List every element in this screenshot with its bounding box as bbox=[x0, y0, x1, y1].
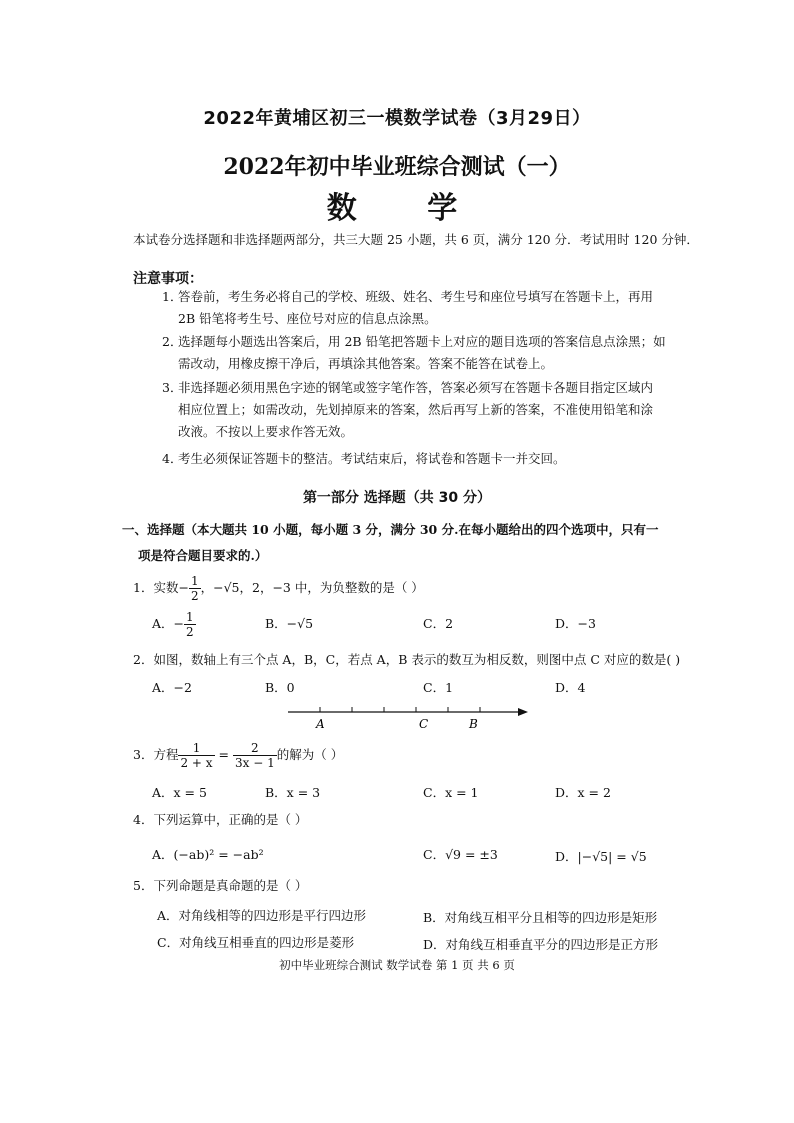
instruction-line: 一、选择题（本大题共 10 小题，每小题 3 分，满分 30 分.在每小题给出的四个选项中，只有一 bbox=[122, 522, 659, 537]
question-text: ，−√5，2，−3 中，为负整数的是（ ） bbox=[200, 580, 424, 595]
fraction-numerator: 1 bbox=[186, 610, 194, 624]
q2-option-b: B．0 bbox=[265, 680, 295, 695]
notice-item-4 bbox=[162, 448, 692, 470]
question-number: 3． bbox=[133, 747, 154, 762]
fraction-numerator: 2 bbox=[233, 741, 277, 756]
number-line-figure bbox=[280, 698, 540, 734]
q3-option-a: A．x = 5 bbox=[152, 785, 207, 800]
notice-item-2 bbox=[162, 331, 692, 375]
section-title: 第一部分 选择题（共 30 分） bbox=[302, 490, 492, 506]
question-2: 2．如图，数轴上有三个点 A，B，C，若点 A，B 表示的数互为相反数，则图中点 C 对应的数是( ) bbox=[133, 652, 681, 667]
choice-instructions bbox=[122, 517, 692, 569]
question-1: 1．实数− $\frac{1}{2}$ ，−√5，2，−3 中，为负整数的是（ ） bbox=[133, 574, 424, 603]
arrow-icon bbox=[518, 708, 528, 716]
fraction bbox=[189, 574, 201, 603]
exam-intro: 本试卷分选择题和非选择题两部分，共三大题 25 小题，共 6 页，满分 120 分．考试用时 120 分钟． bbox=[133, 232, 699, 247]
notice-text: 非选择题必须用黑色字迹的钢笔或签字笔作答，答案必须写在答题卡各题目指定区域内 bbox=[178, 380, 654, 395]
fraction-denominator: 2 bbox=[186, 625, 194, 639]
q4-option-d: D．|−√5| = √5 bbox=[555, 849, 647, 864]
q4-option-a: A．(−ab)² = −ab² bbox=[152, 847, 264, 862]
question-5: 5．下列命题是真命题的是（ ） bbox=[133, 878, 308, 893]
question-text: 实数 bbox=[153, 580, 179, 595]
q5-option-b: B．对角线互相平分且相等的四边形是矩形 bbox=[423, 910, 658, 925]
fraction bbox=[233, 741, 277, 770]
point-a-label: A bbox=[316, 717, 325, 731]
question-text: 的解为（ ） bbox=[276, 747, 344, 762]
notice-item-3 bbox=[162, 377, 692, 443]
notice-text: 2B 铅笔将考生号、座位号对应的信息点涂黑。 bbox=[178, 311, 437, 326]
notice-text: 改液。不按以上要求作答无效。 bbox=[178, 424, 354, 439]
q1-option-d: D．−3 bbox=[555, 616, 596, 631]
q4-option-c: C．√9 = ±3 bbox=[423, 847, 498, 862]
fraction bbox=[184, 610, 196, 639]
exam-title: 2022年黄埔区初三一模数学试卷（3月29日） bbox=[203, 108, 591, 129]
notice-text: 考生必须保证答题卡的整洁。考试结束后，将试卷和答题卡一并交回。 bbox=[178, 451, 566, 466]
q2-option-a: A．−2 bbox=[152, 680, 192, 695]
q1-option-b: B．−√5 bbox=[265, 616, 314, 631]
notice-item-1 bbox=[162, 286, 692, 330]
fraction bbox=[178, 741, 214, 770]
fraction-numerator: 1 bbox=[178, 741, 214, 756]
q5-option-d: D．对角线互相垂直平分的四边形是正方形 bbox=[423, 937, 659, 952]
q3-option-d: D．x = 2 bbox=[555, 785, 611, 800]
question-number: 1． bbox=[133, 580, 154, 595]
q5-option-a: A．对角线相等的四边形是平行四边形 bbox=[157, 908, 367, 923]
subject-title: 数 学 bbox=[326, 191, 488, 226]
notice-text: 选择题每小题选出答案后，用 2B 铅笔把答题卡上对应的题目选项的答案信息点涂黑；如 bbox=[178, 334, 666, 349]
q1-option-c: C．2 bbox=[423, 616, 454, 631]
notice-text: 答卷前，考生务必将自己的学校、班级、姓名、考生号和座位号填写在答题卡上，再用 bbox=[178, 289, 654, 304]
notice-text: 需改动，用橡皮擦干净后，再填涂其他答案。答案不能答在试卷上。 bbox=[178, 356, 554, 371]
main-title: 2022年初中毕业班综合测试（一） bbox=[223, 154, 571, 180]
instruction-line: 项是符合题目要求的.） bbox=[138, 548, 268, 563]
option-label: A． bbox=[152, 616, 174, 631]
option-sign: − bbox=[173, 616, 185, 631]
q1-option-a bbox=[152, 610, 196, 639]
q3-option-c: C．x = 1 bbox=[423, 785, 479, 800]
fraction-denominator: 3x − 1 bbox=[234, 756, 275, 770]
notice-num: 2． bbox=[162, 334, 183, 349]
q5-option-c: C．对角线互相垂直的四边形是菱形 bbox=[157, 935, 355, 950]
notice-num: 4． bbox=[162, 451, 183, 466]
question-3: 3．方程 $\frac{1}{2 + x}$ = $\frac{2}{3x - 1}$ 的解为（ ） bbox=[133, 741, 344, 770]
question-text: 方程 bbox=[153, 747, 179, 762]
notice-num: 1． bbox=[162, 289, 183, 304]
notice-title: 注意事项： bbox=[133, 271, 203, 287]
q2-option-c: C．1 bbox=[423, 680, 454, 695]
point-c-label: C bbox=[419, 717, 429, 731]
q2-option-d: D．4 bbox=[555, 680, 586, 695]
question-4: 4．下列运算中，正确的是（ ） bbox=[133, 812, 308, 827]
point-b-label: B bbox=[469, 717, 478, 731]
notice-text: 相应位置上；如需改动，先划掉原来的答案，然后再写上新的答案，不准使用铅笔和涂 bbox=[178, 402, 654, 417]
fraction-denominator: 2 bbox=[190, 589, 199, 603]
q3-option-b: B．x = 3 bbox=[265, 785, 321, 800]
fraction-numerator: 1 bbox=[190, 574, 199, 588]
page-footer: 初中毕业班综合测试 数学试卷 第 1 页 共 6 页 bbox=[279, 958, 515, 972]
fraction-denominator: 2 + x bbox=[180, 756, 213, 770]
notice-num: 3． bbox=[162, 380, 183, 395]
